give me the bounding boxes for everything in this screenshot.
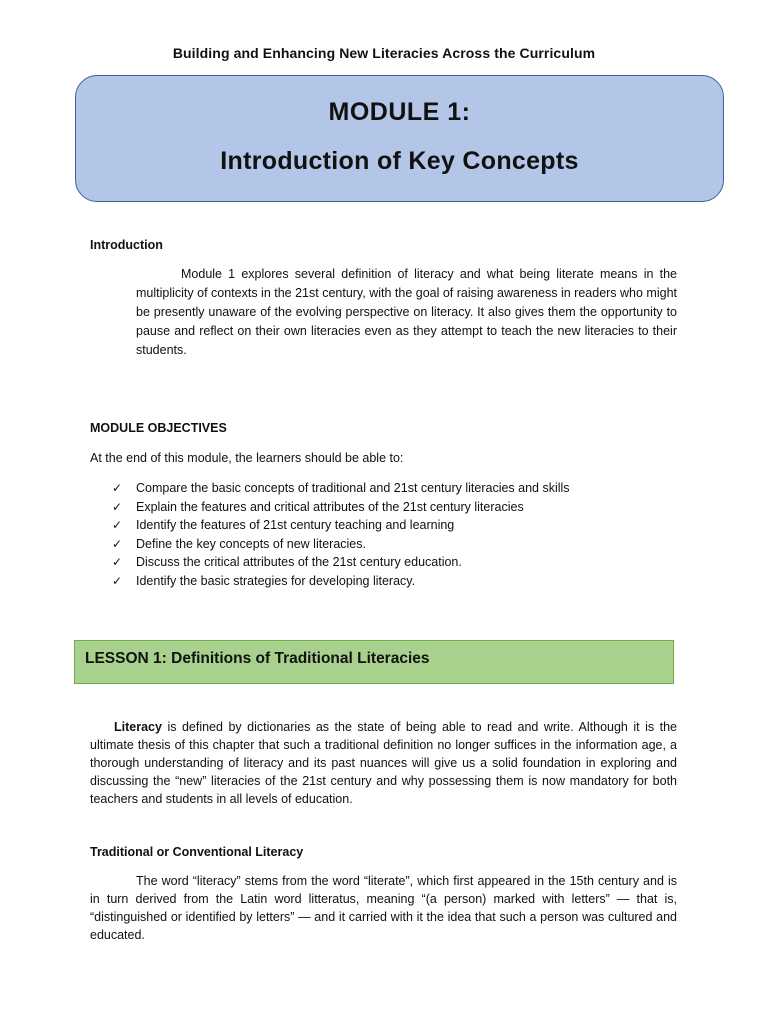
checkmark-icon: ✓ (112, 481, 123, 495)
list-item (112, 535, 570, 554)
list-item (112, 516, 570, 535)
checkmark-icon: ✓ (112, 573, 123, 588)
literacy-paragraph (90, 718, 677, 808)
objective-text: Compare the basic concepts of traditional and 21st century literacies and skills (136, 481, 570, 495)
module-title-box (75, 75, 724, 202)
introduction-heading: Introduction (90, 238, 163, 252)
checkmark-icon: ✓ (112, 518, 123, 533)
objectives-list (112, 479, 570, 591)
objectives-heading: MODULE OBJECTIVES (90, 421, 227, 435)
module-title: Introduction of Key Concepts (220, 147, 579, 175)
objective-text: Define the key concepts of new literacies. (136, 536, 366, 551)
objective-text: Identify the basic strategies for developing literacy. (136, 573, 416, 588)
list-item (112, 572, 570, 591)
list-item (112, 498, 570, 517)
objective-text: Discuss the critical attributes of the 21st century education. (136, 555, 462, 570)
running-header: Building and Enhancing New Literacies Across the Curriculum (172, 45, 596, 61)
traditional-literacy-paragraph: The word “literacy” stems from the word “literate”, which first appeared in the 15th century and is in turn derived from the Latin word litteratus, meaning “(a person) marked with letters” — that is, “distinguished or identified by letters” — and it carried with it the idea that such a person was cultured and educated. (90, 874, 677, 942)
traditional-literacy-heading: Traditional or Conventional Literacy (90, 845, 304, 859)
introduction-paragraph: Module 1 explores several definition of literacy and what being literate means in the multiplicity of contexts in the 21st century, with the goal of raising awareness in readers who might be presently unaware of the evolving perspective on literacy. It also gives them the opportunity to pause and reflect on their own literacies even as they attempt to teach the new literacies to their students. (136, 267, 678, 357)
checkmark-icon: ✓ (112, 555, 123, 570)
lesson-title: LESSON 1: Definitions of Traditional Literacies (85, 650, 430, 667)
literacy-term: Literacy (114, 720, 162, 734)
checkmark-icon: ✓ (112, 536, 123, 551)
objectives-lead: At the end of this module, the learners should be able to: (90, 451, 404, 465)
literacy-text: is defined by dictionaries as the state of being able to read and write. Although it is the ultimate thesis of this chapter that such a traditional definition no longer suffices in the information age, a thorough understanding of literacy and its past nuances will give us a solid foundation in exploring and discussing the “new” literacies of the 21st century and why possessing them is now mandatory for both teachers and students in all levels of education. (90, 720, 677, 806)
list-item (112, 553, 570, 572)
list-item (112, 479, 570, 498)
module-number: MODULE 1: (328, 98, 471, 126)
objective-text: Identify the features of 21st century teaching and learning (136, 518, 455, 533)
lesson-title-box (74, 640, 674, 684)
checkmark-icon: ✓ (112, 499, 123, 514)
objective-text: Explain the features and critical attributes of the 21st century literacies (136, 499, 524, 514)
